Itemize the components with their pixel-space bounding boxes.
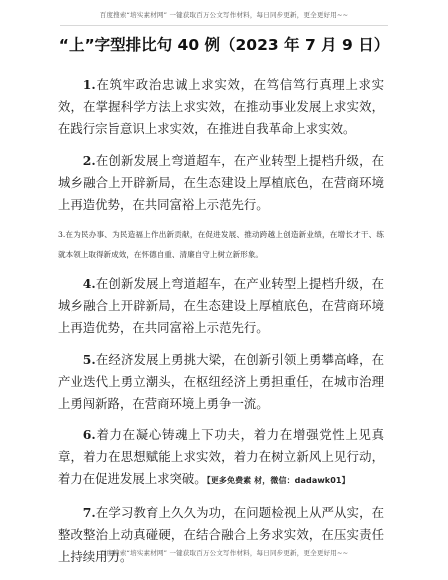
paragraph-text: 在经济发展上勇挑大梁，在创新引领上勇攀高峰，在产业迭代上勇立潮头，在枢纽经济上勇担重任，在城市治理上勇闯新路，在营商环境上勇争一流。 [58,351,384,411]
header-divider [60,25,388,26]
header-note: 百度搜索“培实素材网” 一键获取百万公文写作材料，每日同步更新，更全更好用~~ [99,11,349,19]
paragraph-text: 在学习教育上久久为功，在问题检视上从严从实，在整改整治上动真碰硬，在结合融合上务求实效，在压实责任上持续用力。 [58,504,384,564]
paragraph-number: 4. [82,276,96,291]
paragraph-4 [58,273,384,339]
paragraph-text: 在创新发展上弯道超车，在产业转型上提档升级，在城乡融合上开辟新局，在生态建设上厚植底色，在营商环境上再造优势，在共同富裕上示范先行。 [58,276,384,335]
paragraph-text: 在创新发展上弯道超车，在产业转型上提档升级，在城乡融合上开辟新局，在生态建设上厚植底色，在营商环境上再造优势，在共同富裕上示范先行。 [58,152,384,212]
paragraph-6 [58,424,384,492]
paragraph-text: 在筑牢政治忠诚上求实效，在笃信笃行真理上求实效，在掌握科学方法上求实效，在推动事业发展上求实效，在践行宗旨意识上求实效，在推进自我革命上求实效。 [58,77,384,136]
paragraph-3: 3.在为民办事、为民造福上作出新贡献，在促进发展、推动跨越上创造新业绩，在增长才干、练就本领上取得新成效，在怀德自重、清廉自守上树立新形象。 [58,230,384,259]
paragraph-number: 1. [82,77,96,92]
paragraph-5 [58,349,384,415]
paragraph-number: 7. [82,504,96,520]
paragraph-number: 2. [82,152,96,168]
paragraph-1 [58,74,384,140]
paragraph-number: 5. [82,351,96,367]
footer-note: 百度搜索“培实素材网” 一键获取百万公文写作材料，每日同步更新，更全更好用~~ [99,549,349,557]
paragraph-number: 6. [82,427,96,442]
document-title: “上”字型排比句 40 例（2023 年 7 月 9 日） [58,36,390,54]
paragraph-text: 着力在凝心铸魂上下功夫，着力在增强党性上见真章，着力在思想赋能上求实效，着力在树立新风上见行动，着力在促进发展上求突破。 [58,427,384,486]
wechat-note: 【更多免费素 材，微信：dadawk01】 [206,476,350,485]
document-body [58,74,384,577]
paragraph-7 [58,502,384,568]
paragraph-2 [58,150,384,216]
